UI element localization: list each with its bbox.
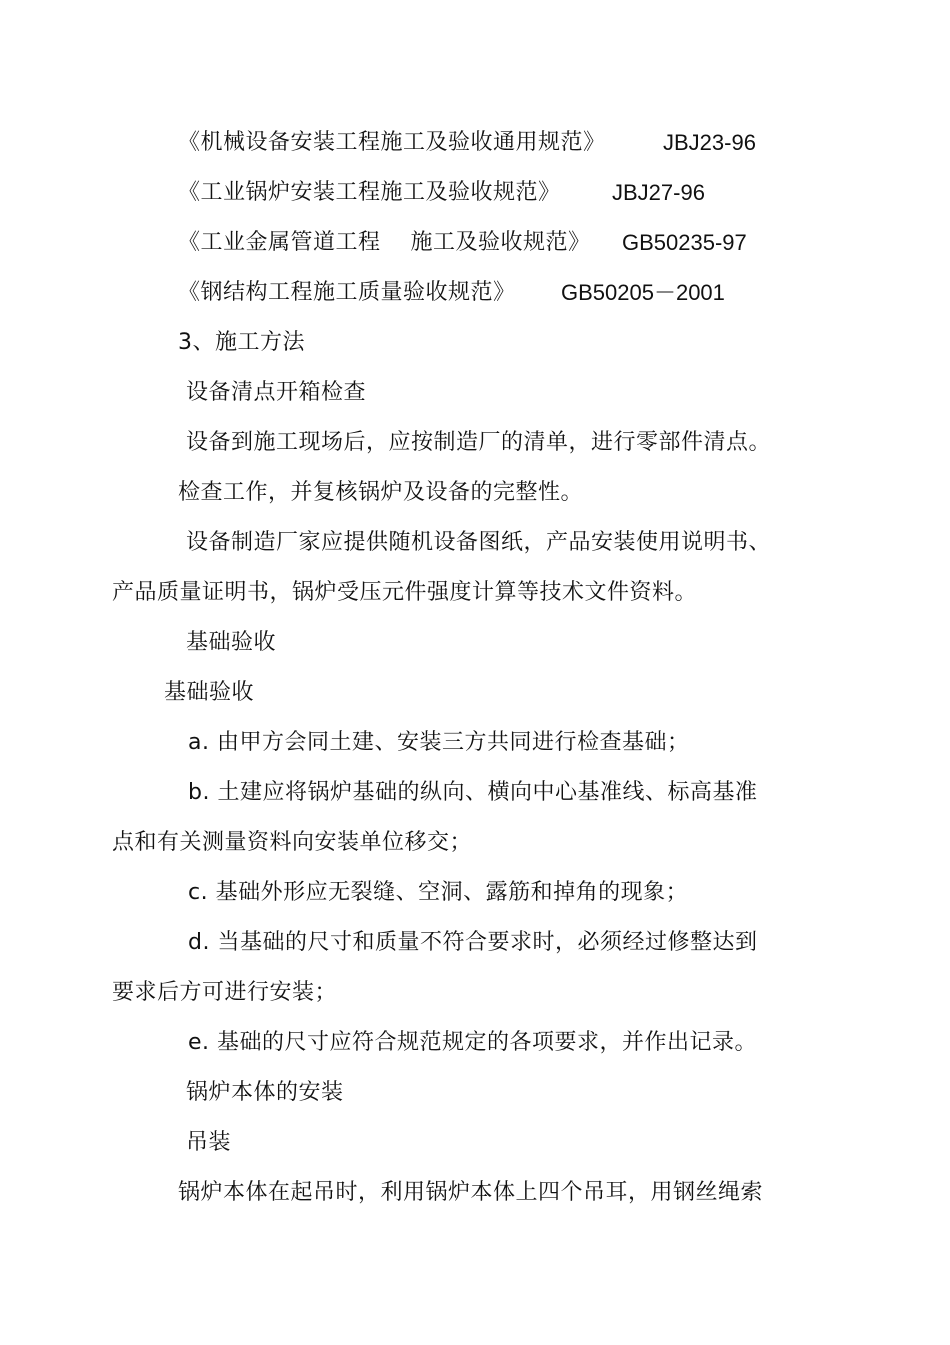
standard-code-1: JBJ23-96: [663, 130, 756, 155]
standard-code-2: JBJ27-96: [612, 180, 705, 205]
standard-title-4: 《钢结构工程施工质量验收规范》: [178, 280, 516, 305]
foundation-item-c: c. 基础外形应无裂缝、空洞、露筋和掉角的现象；: [188, 880, 689, 905]
unpacking-para1-line1: 设备到施工现场后，应按制造厂的清单，进行零部件清点。: [186, 430, 772, 455]
standard-title-2: 《工业锅炉安装工程施工及验收规范》: [178, 180, 561, 205]
standard-title-1: 《机械设备安装工程施工及验收通用规范》: [178, 130, 606, 155]
unpacking-para2-line2: 产品质量证明书，锅炉受压元件强度计算等技术文件资料。: [112, 580, 698, 605]
boiler-install-para-line1: 锅炉本体在起吊时，利用锅炉本体上四个吊耳，用钢丝绳索: [178, 1180, 764, 1205]
standard-code-3: GB50235-97: [622, 230, 747, 255]
foundation-item-b-line1: b. 土建应将锅炉基础的纵向、横向中心基准线、标高基准: [188, 780, 758, 805]
foundation-item-e: e. 基础的尺寸应符合规范规定的各项要求，并作出记录。: [188, 1030, 758, 1055]
section-title: 3、施工方法: [178, 330, 305, 355]
foundation-item-d-line1: d. 当基础的尺寸和质量不符合要求时，必须经过修整达到: [188, 930, 758, 955]
foundation-subheading: 基础验收: [164, 680, 255, 705]
foundation-item-d-line2: 要求后方可进行安装；: [112, 980, 338, 1005]
unpacking-para2-line1: 设备制造厂家应提供随机设备图纸，产品安装使用说明书、: [186, 530, 772, 555]
boiler-install-heading: 锅炉本体的安装: [186, 1080, 344, 1105]
foundation-item-a: a. 由甲方会同土建、安装三方共同进行检查基础；: [188, 730, 690, 755]
standard-code-4: GB50205－2001: [561, 280, 725, 305]
boiler-install-subheading: 吊装: [186, 1130, 232, 1155]
unpacking-para1-line2: 检查工作，并复核锅炉及设备的完整性。: [178, 480, 584, 505]
foundation-heading: 基础验收: [186, 630, 277, 655]
standard-title-3: 《工业金属管道工程 施工及验收规范》: [178, 230, 591, 255]
unpacking-heading: 设备清点开箱检查: [186, 380, 367, 405]
foundation-item-b-line2: 点和有关测量资料向安装单位移交；: [112, 830, 473, 855]
